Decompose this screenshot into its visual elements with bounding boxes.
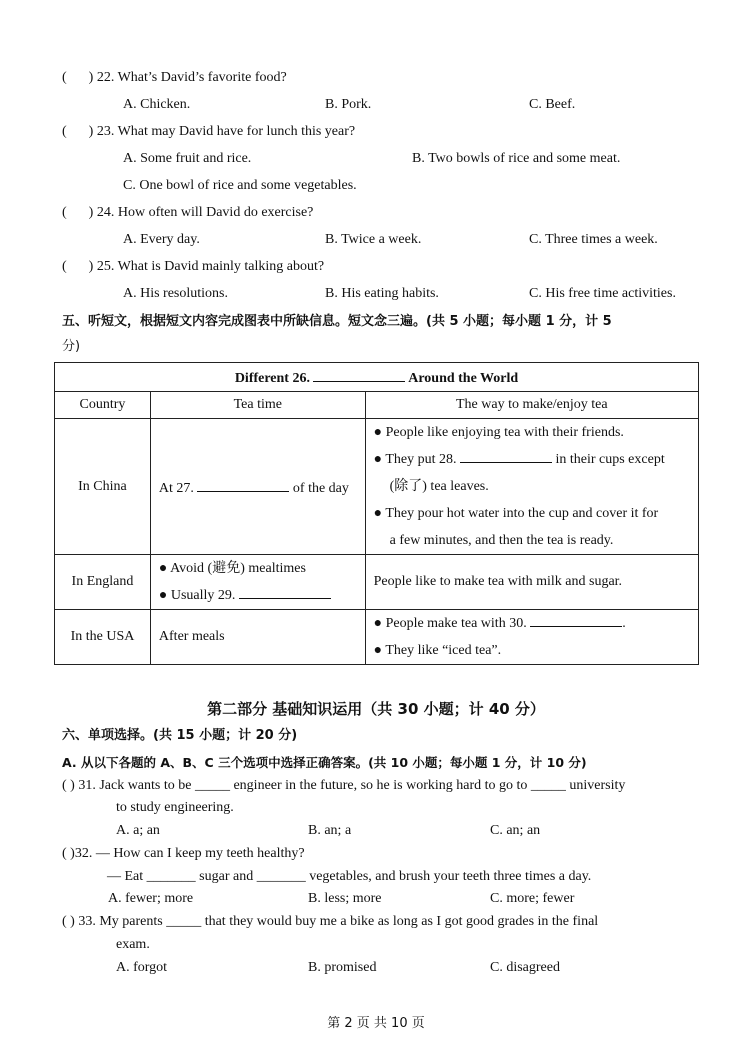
question-23: ( ) 23. What may David have for lunch this year? [62,124,356,139]
part2-title: 第二部分 基础知识运用（共 30 小题；计 40 分） [207,700,545,718]
option-b: B. Two bowls of rice and some meat. [412,151,621,166]
answer-paren-open: ( [62,205,67,220]
england-time-2: ● Usually 29. [159,582,357,609]
question-33: ( ) 33. My parents _____ that they would buy me a bike as long as I got good grades in the final [62,914,599,929]
question-stem: What’s David’s favorite food? [117,70,287,85]
blank-29[interactable] [239,584,331,599]
option-a: A. Chicken. [123,97,191,112]
option-c: C. One bowl of rice and some vegetables. [123,178,357,193]
question-stem: How often will David do exercise? [117,205,314,220]
england-time-1: ● Avoid (避免) mealtimes [158,561,306,576]
table-title: Different 26. Around the World [55,363,699,392]
way-england: People like to make tea with milk and sugar. [365,555,698,610]
option-b: B. an; a [308,823,352,838]
option-b: B. Twice a week. [325,232,422,247]
question-31-cont: to study engineering. [116,800,234,815]
china-bullet-2: ● They put 28. in their cups except [374,446,690,473]
question-number: 22 [96,70,111,85]
answer-paren-open: ( [62,259,67,274]
question-stem: What is David mainly talking about? [117,259,325,274]
option-a: A. His resolutions. [123,286,228,301]
question-22: ( ) 22. What’s David’s favorite food? [62,70,287,85]
header-way: The way to make/enjoy tea [365,392,698,419]
section6-title: 六、单项选择。(共 15 小题；计 20 分) [62,728,298,743]
option-c: C. disagreed [490,960,560,975]
section5-instruction-line2: 分) [62,339,81,354]
option-c: C. Beef. [529,97,576,112]
blank-28[interactable] [460,448,552,463]
china-bullet-3: ● They pour hot water into the cup and cover it for [373,506,659,521]
sectionA-instruction: A. 从以下各题的 A、B、C 三个选项中选择正确答案。(共 10 小题；每小题 1 分，计 10 分) [62,755,587,770]
usa-bullet-1: ● People make tea with 30. . [374,610,690,637]
option-c: C. an; an [490,823,541,838]
option-c: C. more; fewer [490,891,575,906]
blank-30[interactable] [530,612,622,627]
china-bullet-2-cont: (除了) tea leaves. [389,479,489,494]
option-a: A. a; an [116,823,160,838]
question-32-cont: — Eat _______ sugar and _______ vegetables, and brush your teeth three times a day. [107,869,592,884]
option-a: A. Some fruit and rice. [123,151,252,166]
way-usa [365,610,698,665]
option-b: B. promised [308,960,377,975]
header-tea-time: Tea time [150,392,365,419]
option-a: A. fewer; more [108,891,194,906]
answer-paren-open: ( [62,70,67,85]
section5-instruction-line1: 五、听短文，根据短文内容完成图表中所缺信息。短文念三遍。(共 5 小题；每小题 1 分，计 5 [62,314,612,329]
country-usa: In the USA [55,610,151,665]
question-number: 24 [96,205,111,220]
china-bullet-3-cont: a few minutes, and then the tea is ready. [389,533,614,548]
answer-paren-close: ) [88,205,94,220]
answer-paren-open: ( [62,124,67,139]
question-24: ( ) 24. How often will David do exercise? [62,205,314,220]
tea-time-england [150,555,365,610]
header-country: Country [55,392,151,419]
question-32: ( )32. — How can I keep my teeth healthy? [62,846,305,861]
option-b: B. His eating habits. [325,286,439,301]
blank-27[interactable] [197,477,289,492]
answer-paren-close: ) [88,259,94,274]
question-31: ( ) 31. Jack wants to be _____ engineer in the future, so he is working hard to go to _____ university [62,778,626,793]
answer-paren-close: ) [88,70,94,85]
country-england: In England [55,555,151,610]
option-c: C. His free time activities. [529,286,676,301]
blank-26[interactable] [313,367,405,382]
tea-time-usa: After meals [150,610,365,665]
option-c: C. Three times a week. [529,232,658,247]
page-footer: 第 2 页 共 10 页 [327,1016,425,1031]
country-china: In China [55,419,151,555]
option-b: B. Pork. [325,97,372,112]
question-stem: What may David have for lunch this year? [117,124,356,139]
question-33-cont: exam. [116,937,150,952]
option-b: B. less; more [308,891,382,906]
tea-time-china: At 27. of the day [150,419,365,555]
question-number: 23 [96,124,111,139]
option-a: A. Every day. [123,232,200,247]
way-china [365,419,698,555]
question-number: 25 [96,259,111,274]
china-bullet-1: ● People like enjoying tea with their friends. [373,425,624,440]
usa-bullet-2: ● They like “iced tea”. [373,643,502,658]
tea-table [54,362,699,665]
option-a: A. forgot [116,960,168,975]
question-25: ( ) 25. What is David mainly talking about? [62,259,325,274]
answer-paren-close: ) [88,124,94,139]
